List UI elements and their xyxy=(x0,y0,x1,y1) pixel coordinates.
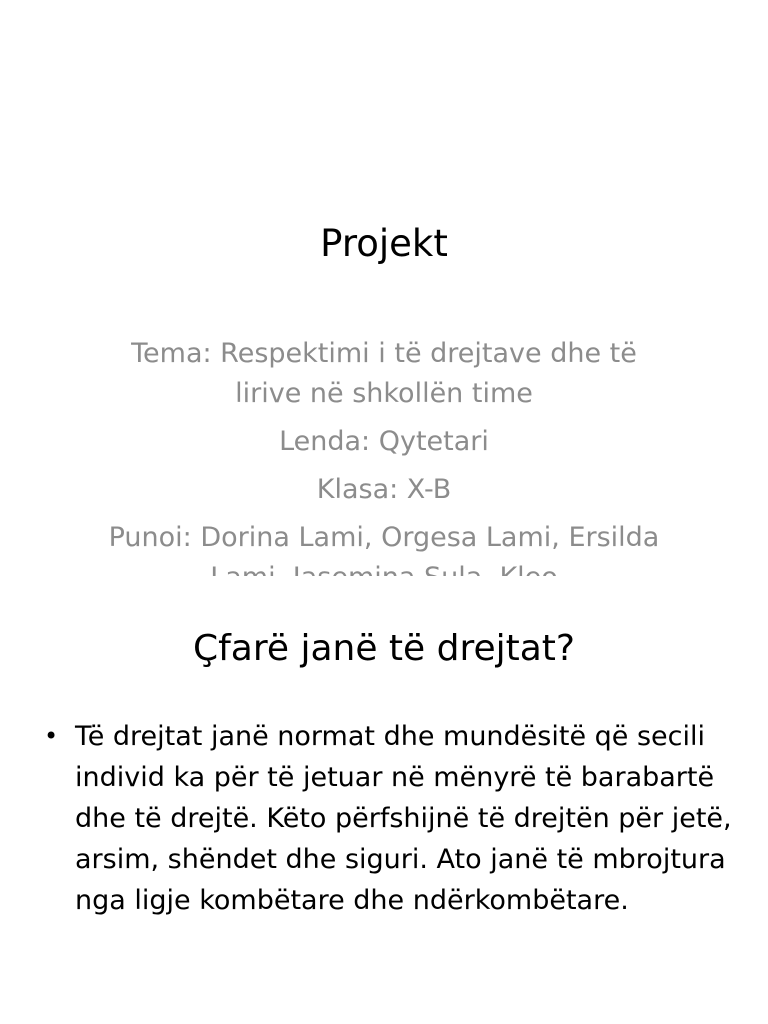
list-item xyxy=(38,716,738,921)
slide-subtitle xyxy=(96,334,672,574)
subtitle-subject: Lenda: Qytetari xyxy=(279,426,489,457)
slide-rights xyxy=(0,576,768,1024)
bullet-icon: • xyxy=(44,722,59,750)
bullet-text: Të drejtat janë normat dhe mundësitë që secili individ ka për të jetuar në mënyrë të barabartë dhe të drejtë. Këto përfshijnë të drejtën për jetë, arsim, shëndet dhe siguri. Ato janë të mbrojtura nga ligje kombëtare dhe ndërkombëtare. xyxy=(75,721,732,916)
subtitle-authors: Punoi: Dorina Lami, Orgesa Lami, Ersilda xyxy=(108,522,660,553)
bullet-list xyxy=(38,716,738,921)
subtitle-class: Klasa: X-B xyxy=(316,474,452,505)
subtitle-topic: Tema: Respektimi i të drejtave dhe të lirive në shkollën time xyxy=(131,338,637,409)
slide-title-heading: Projekt xyxy=(320,222,448,265)
slide-rights-heading: Çfarë janë të drejtat? xyxy=(192,628,576,669)
